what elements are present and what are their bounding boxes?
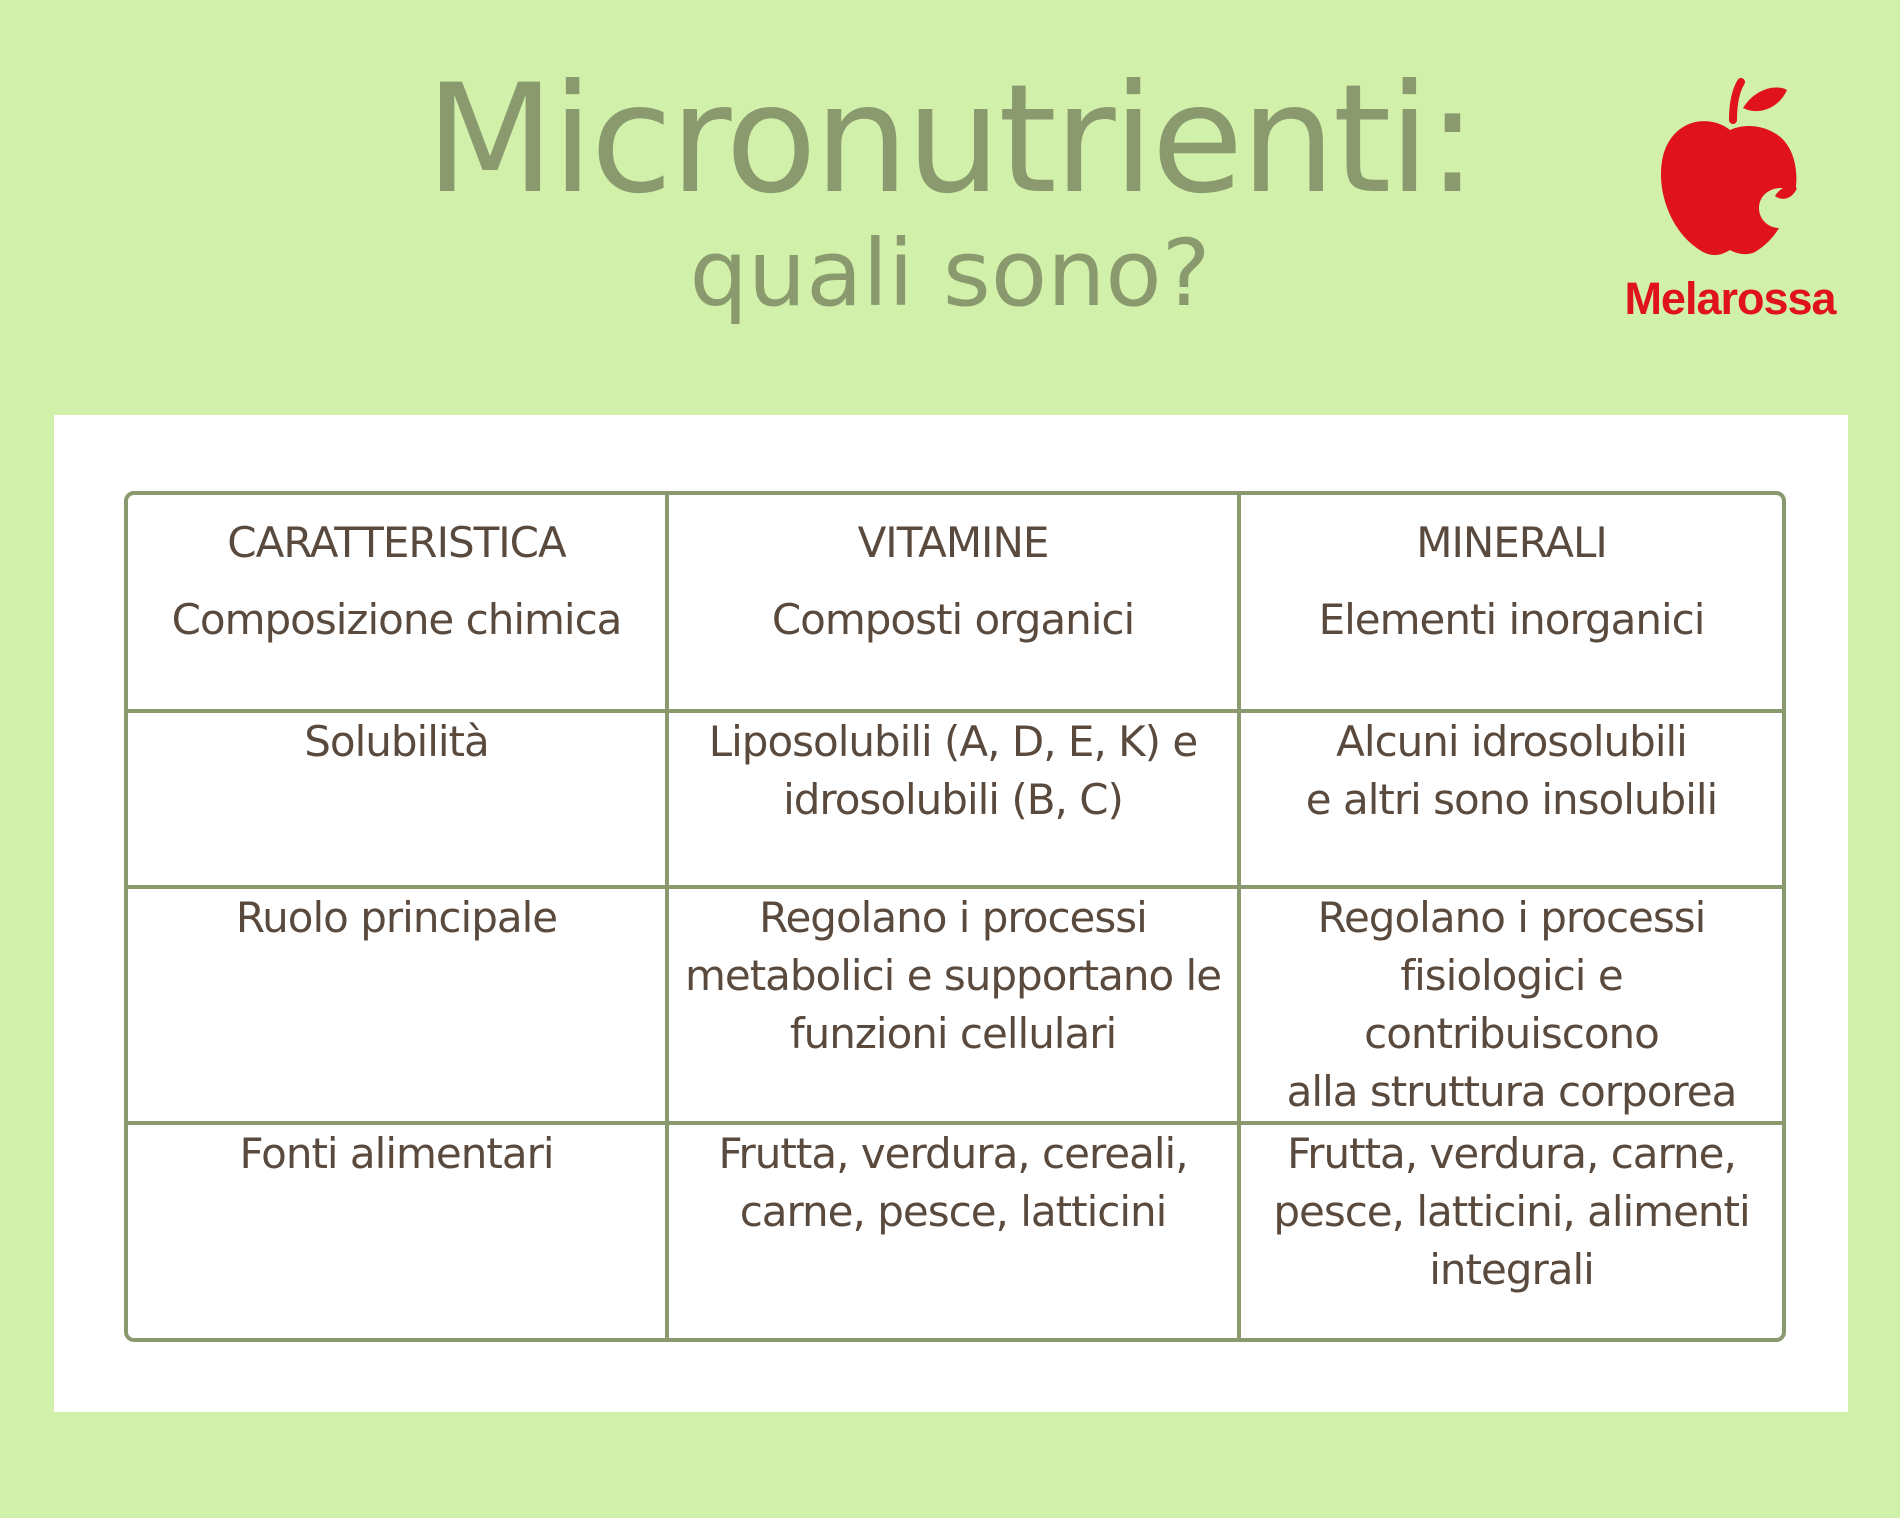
vitamine-cell bbox=[669, 1125, 1241, 1338]
cell-line: Alcuni idrosolubili bbox=[1336, 717, 1687, 766]
cell-line: Ruolo principale bbox=[235, 893, 558, 942]
page-title: Micronutrienti: bbox=[425, 53, 1475, 227]
minerali-cell bbox=[1241, 713, 1782, 889]
feature-cell bbox=[128, 889, 669, 1125]
cell-line: pesce, latticini, alimenti bbox=[1273, 1187, 1750, 1236]
cell-line: alla struttura corporea bbox=[1286, 1067, 1737, 1116]
brand-logo bbox=[1610, 78, 1850, 338]
cell-line: Solubilità bbox=[304, 717, 489, 766]
cell-line: carne, pesce, latticini bbox=[739, 1187, 1167, 1236]
brand-name: Melarossa bbox=[1624, 273, 1836, 324]
cell-line: Liposolubili (A, D, E, K) e bbox=[708, 717, 1198, 766]
cell-line: Composti organici bbox=[771, 595, 1135, 644]
minerali-cell bbox=[1241, 1125, 1782, 1338]
feature-cell bbox=[128, 1125, 669, 1338]
vitamine-cell bbox=[669, 889, 1241, 1125]
table-row bbox=[128, 889, 1782, 1125]
page-subtitle: quali sono? bbox=[689, 220, 1211, 327]
minerali-cell bbox=[1241, 889, 1782, 1125]
cell-line: Frutta, verdura, carne, bbox=[1287, 1129, 1736, 1178]
header-minerali: MINERALI bbox=[1416, 518, 1607, 567]
cell-line: Fonti alimentari bbox=[239, 1129, 554, 1178]
header-vitamine: VITAMINE bbox=[669, 495, 1241, 591]
cell-line: Regolano i processi bbox=[759, 893, 1147, 942]
cell-line: fisiologici e contribuiscono bbox=[1364, 951, 1659, 1058]
comparison-table bbox=[124, 491, 1786, 1342]
cell-line: Elementi inorganici bbox=[1318, 595, 1705, 644]
cell-line: Frutta, verdura, cereali, bbox=[718, 1129, 1188, 1178]
cell-line: integrali bbox=[1429, 1245, 1594, 1294]
feature-cell bbox=[128, 713, 669, 889]
apple-icon bbox=[1655, 78, 1805, 258]
vitamine-cell bbox=[669, 591, 1241, 713]
header-caratteristica: CARATTERISTICA bbox=[128, 495, 669, 591]
cell-line: funzioni cellulari bbox=[789, 1009, 1117, 1058]
table-header-row bbox=[128, 495, 1782, 591]
cell-line: metabolici e supportano le bbox=[684, 951, 1222, 1000]
cell-line: Regolano i processi bbox=[1317, 893, 1706, 942]
table-row bbox=[128, 713, 1782, 889]
cell-line: e altri sono insolubili bbox=[1305, 775, 1718, 824]
cell-line: Composizione chimica bbox=[171, 595, 622, 644]
feature-cell bbox=[128, 591, 669, 713]
comparison-card bbox=[54, 415, 1848, 1412]
cell-line: idrosolubili (B, C) bbox=[783, 775, 1123, 824]
table-row bbox=[128, 1125, 1782, 1338]
table-row bbox=[128, 591, 1782, 713]
minerali-cell bbox=[1241, 591, 1782, 713]
vitamine-cell bbox=[669, 713, 1241, 889]
